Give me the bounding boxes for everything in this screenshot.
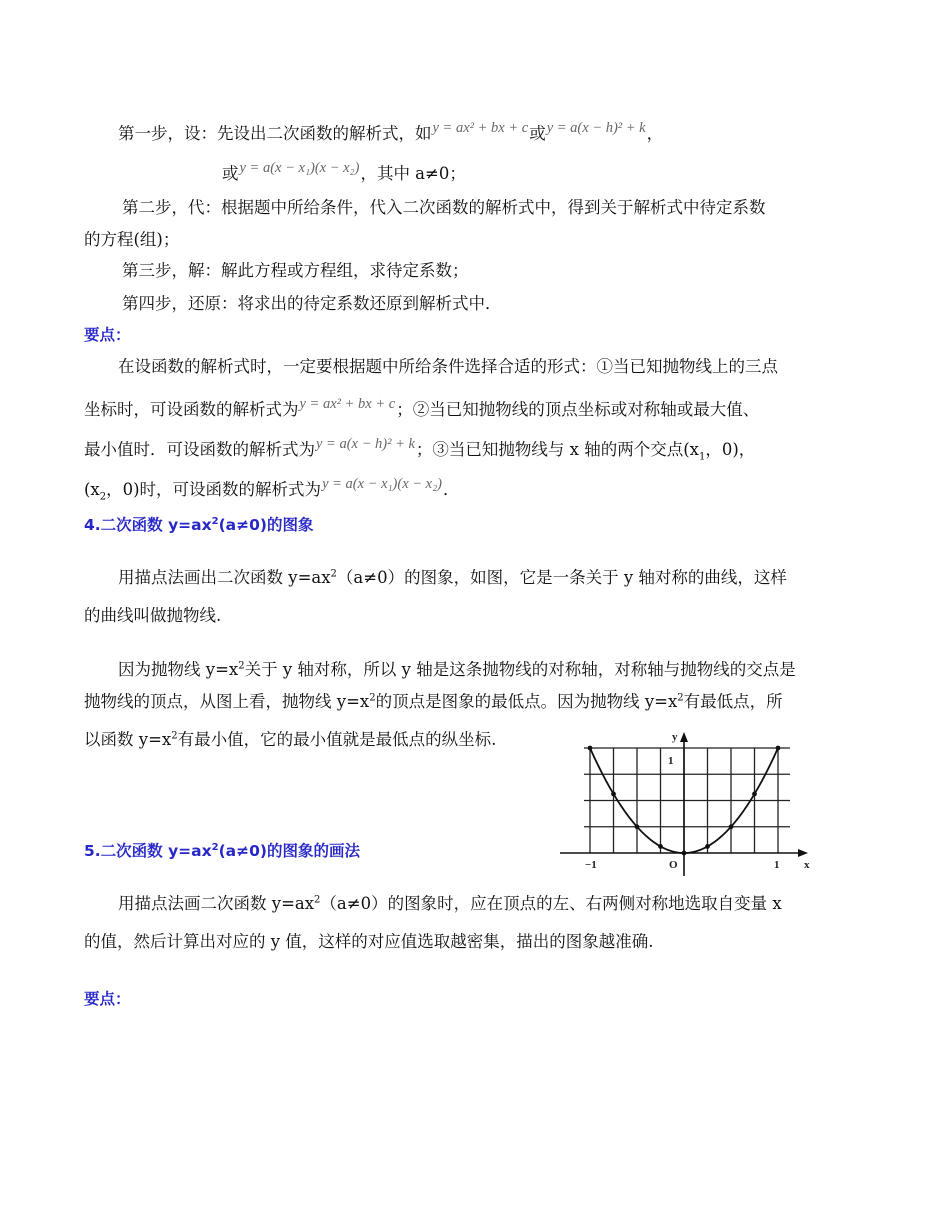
superscript: 2 xyxy=(677,692,684,704)
superscript: 2 xyxy=(238,660,245,672)
step1-line2 xyxy=(222,162,466,187)
data-point xyxy=(752,792,757,797)
superscript: 2 xyxy=(211,841,219,853)
text: 的顶点是图象的最低点。因为抛物线 y=x xyxy=(375,692,678,711)
text: 5.二次函数 y=ax xyxy=(84,842,212,860)
step4-line: 第四步，还原：将求出的待定系数还原到解析式中． xyxy=(122,294,502,313)
text: ；②当已知抛物线的顶点坐标或对称轴或最大值、 xyxy=(396,400,760,419)
text: (x xyxy=(84,480,100,499)
section4-p2-line2 xyxy=(84,690,783,714)
y-axis-arrow xyxy=(680,732,688,742)
section4-title xyxy=(84,514,314,536)
grid xyxy=(584,748,790,853)
text: 用描点法画二次函数 y=ax xyxy=(118,894,315,913)
key-point-line1: 在设函数的解析式时，一定要根据题中所给条件选择合适的形式：①当已知抛物线上的三点 xyxy=(118,357,778,376)
formula-general: y = ax² + bx + c xyxy=(299,396,396,412)
text: 4.二次函数 y=ax xyxy=(84,516,212,534)
text: 因为抛物线 y=x xyxy=(118,660,239,679)
section5-p1-line1 xyxy=(118,892,782,916)
text: 最小值时．可设函数的解析式为 xyxy=(84,440,315,459)
superscript: 2 xyxy=(330,568,337,580)
text: 有最小值，它的最小值就是最低点的纵坐标. xyxy=(177,730,497,749)
step2-line1: 第二步，代：根据题中所给条件，代入二次函数的解析式中，得到关于解析式中待定系数 xyxy=(122,198,766,217)
y-axis-label: y xyxy=(672,731,678,743)
data-point xyxy=(776,746,781,751)
data-point xyxy=(611,792,616,797)
text: ，0)， xyxy=(705,440,756,459)
text: 坐标时，可设函数的解析式为 xyxy=(84,400,299,419)
section5-p1-line2: 的值，然后计算出对应的 y 值，这样的对应值选取越密集，描出的图象越准确. xyxy=(84,932,654,951)
text: 有最低点，所 xyxy=(683,692,783,711)
key-point-2-title: 要点： xyxy=(84,990,131,1008)
y-tick-1: 1 xyxy=(668,755,674,767)
data-point xyxy=(682,851,687,856)
data-point xyxy=(658,844,663,849)
superscript: 2 xyxy=(171,730,178,742)
text: ． xyxy=(443,480,460,499)
text: (a≠0)的图象的画法 xyxy=(218,842,360,860)
formula-vertex: y = a(x − h)² + k xyxy=(316,436,415,452)
step2-line2: 的方程(组)； xyxy=(84,230,180,249)
text: ；③当已知抛物线与 x 轴的两个交点(x xyxy=(415,440,699,459)
key-point-line4 xyxy=(84,478,460,503)
section4-p2-line1 xyxy=(118,658,796,682)
x-tick-neg1: −1 xyxy=(585,859,597,871)
parabola-figure xyxy=(556,728,818,878)
section5-title xyxy=(84,840,360,862)
text: （a≠0）的图象，如图，它是一条关于 y 轴对称的曲线，这样 xyxy=(336,568,787,587)
text: 抛物线的顶点，从图上看，抛物线 y=x xyxy=(84,692,370,711)
data-point xyxy=(705,844,710,849)
text: 关于 y 轴对称，所以 y 轴是这条抛物线的对称轴，对称轴与抛物线的交点是 xyxy=(244,660,796,679)
superscript: 2 xyxy=(211,515,219,527)
section4-p1-line1 xyxy=(118,566,787,590)
text: (a≠0)的图象 xyxy=(218,516,314,534)
data-point xyxy=(635,824,640,829)
step1-text: 第一步，设：先设出二次函数的解析式，如 xyxy=(118,124,432,143)
formula-general: y = ax² + bx + c xyxy=(432,120,529,136)
key-point-line3 xyxy=(84,438,755,463)
subscript: 1 xyxy=(698,451,706,463)
step1-line xyxy=(118,122,663,147)
formula-intercept: y = a(x − x₁)(x − x₂) xyxy=(239,160,360,176)
x-axis-label: x xyxy=(804,859,810,871)
formula-intercept: y = a(x − x₁)(x − x₂) xyxy=(322,476,442,492)
x-tick-1: 1 xyxy=(774,859,780,871)
section4-p1-line2: 的曲线叫做抛物线. xyxy=(84,606,222,625)
section4-p2-line3 xyxy=(84,728,496,752)
subscript: 2 xyxy=(99,491,107,503)
superscript: 2 xyxy=(369,692,376,704)
data-point xyxy=(729,824,734,829)
or-text: 或 xyxy=(529,124,546,143)
or-text: 或 xyxy=(222,164,239,183)
text: 以函数 y=x xyxy=(84,730,172,749)
key-point-title: 要点： xyxy=(84,326,131,344)
x-axis-arrow xyxy=(798,849,808,857)
comma: ， xyxy=(646,124,664,143)
condition-text: ，其中 a≠0； xyxy=(360,164,466,183)
formula-vertex: y = a(x − h)² + k xyxy=(546,120,646,136)
origin-label: O xyxy=(669,859,678,871)
step3-line: 第三步，解：解此方程或方程组，求待定系数； xyxy=(122,261,469,280)
text: （a≠0）的图象时，应在顶点的左、右两侧对称地选取自变量 x xyxy=(320,894,782,913)
key-point-line2 xyxy=(84,398,759,423)
text: 用描点法画出二次函数 y=ax xyxy=(118,568,331,587)
superscript: 2 xyxy=(314,894,321,906)
text: ，0)时，可设函数的解析式为 xyxy=(106,480,322,499)
data-point xyxy=(588,746,593,751)
